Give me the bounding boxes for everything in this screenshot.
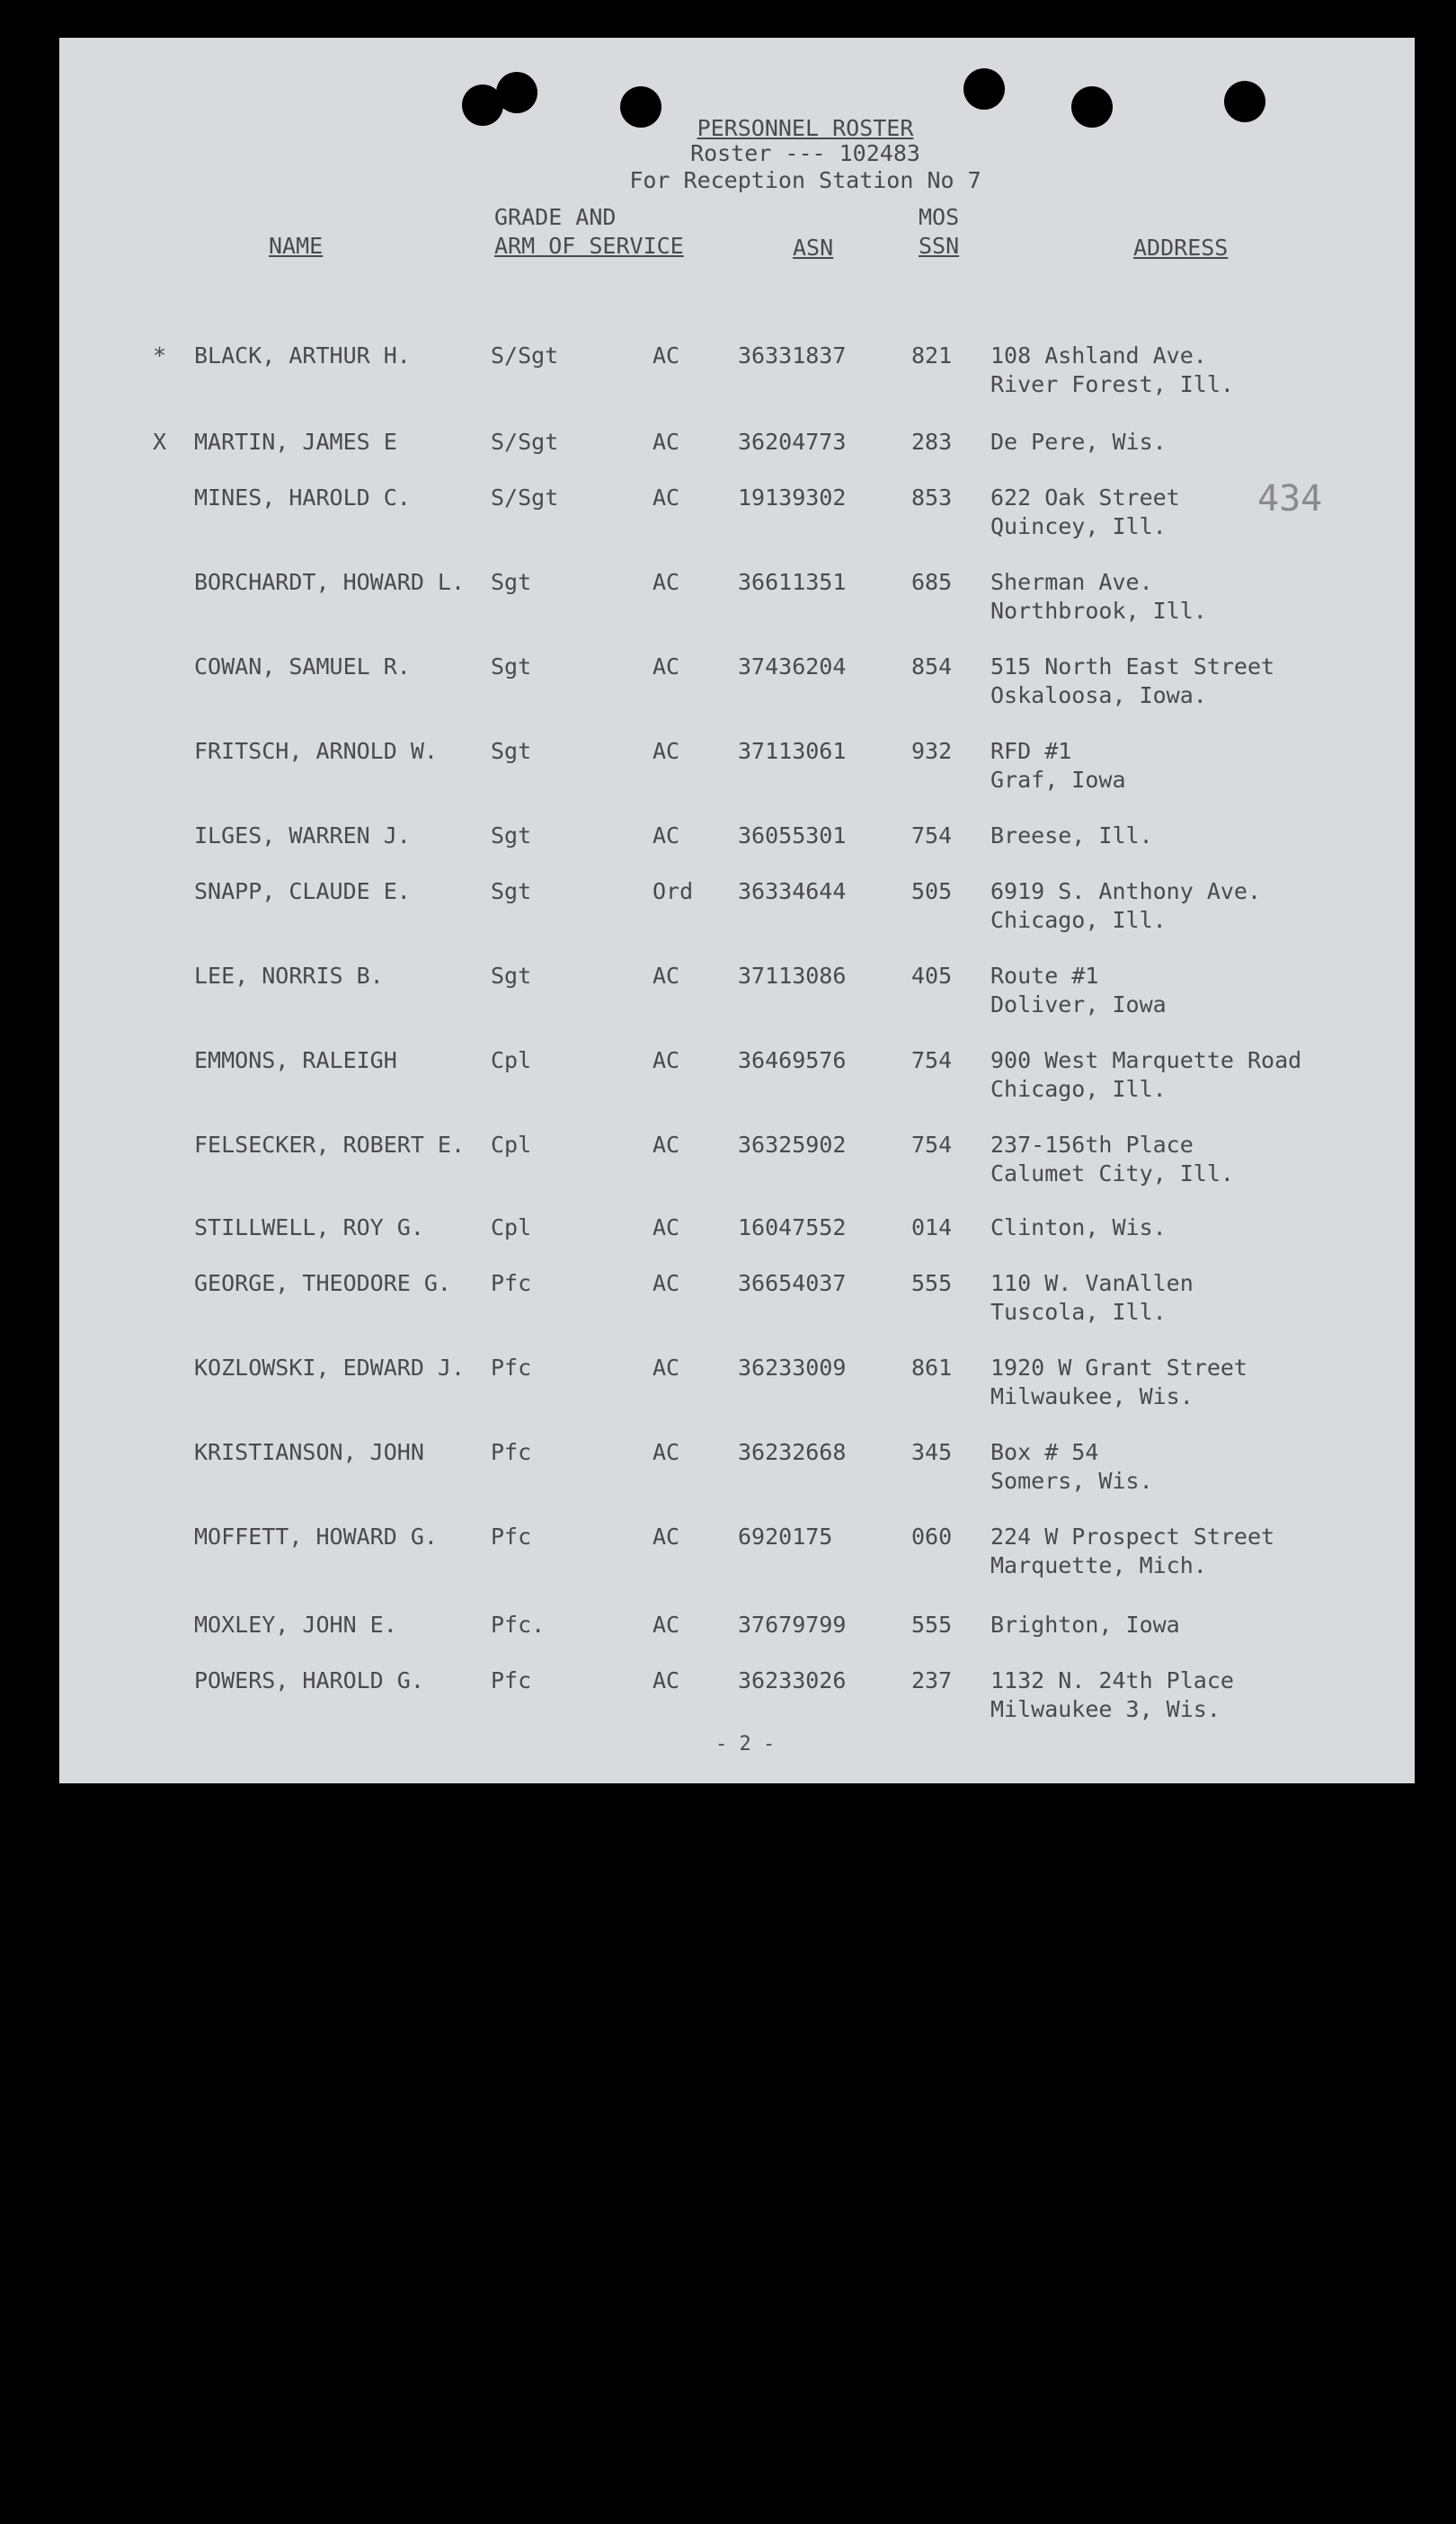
cell-mos: 555 <box>911 1270 953 1296</box>
cell-name: BORCHARDT, HOWARD L. <box>194 569 466 595</box>
cell-grade: Pfc <box>491 1439 532 1465</box>
cell-address-line1: 622 Oak Street <box>990 484 1180 511</box>
roster-title: PERSONNEL ROSTER <box>697 115 914 141</box>
cell-mos: 854 <box>911 653 953 680</box>
table-row <box>59 962 1415 1019</box>
cell-arm: AC <box>653 1355 680 1381</box>
table-row <box>59 1131 1415 1188</box>
cell-grade: Sgt <box>491 963 532 989</box>
cell-mos: 283 <box>911 429 953 455</box>
cell-name: POWERS, HAROLD G. <box>194 1667 424 1693</box>
table-row <box>59 1354 1415 1411</box>
table-row <box>59 428 1415 485</box>
cell-address-line2: Chicago, Ill. <box>990 1076 1167 1102</box>
cell-mos: 555 <box>911 1612 953 1638</box>
cell-address-line1: 108 Ashland Ave. <box>990 342 1207 369</box>
cell-address-line2: Chicago, Ill. <box>990 907 1167 933</box>
cell-name: GEORGE, THEODORE G. <box>194 1270 451 1296</box>
cell-mos: 237 <box>911 1667 953 1693</box>
cell-arm: AC <box>653 569 680 595</box>
cell-arm: AC <box>653 429 680 455</box>
cell-mos: 014 <box>911 1214 953 1240</box>
cell-asn: 36204773 <box>738 429 847 455</box>
cell-arm: AC <box>653 484 680 511</box>
cell-address-line1: 6919 S. Anthony Ave. <box>990 878 1262 904</box>
cell-grade: Cpl <box>491 1214 532 1240</box>
cell-asn: 37113061 <box>738 738 847 764</box>
cell-mos: 861 <box>911 1355 953 1381</box>
cell-name: KRISTIANSON, JOHN <box>194 1439 424 1465</box>
cell-asn: 36232668 <box>738 1439 847 1465</box>
page-footer: - 2 - <box>715 1733 776 1755</box>
column-header-grade-line2: ARM OF SERVICE <box>494 233 684 259</box>
column-header-mos-line2: SSN <box>919 233 960 259</box>
cell-asn: 36654037 <box>738 1270 847 1296</box>
column-header-asn: ASN <box>793 235 834 261</box>
cell-mark: * <box>153 342 167 369</box>
cell-name: MOFFETT, HOWARD G. <box>194 1524 438 1550</box>
cell-asn: 36325902 <box>738 1132 847 1158</box>
cell-grade: Sgt <box>491 569 532 595</box>
cell-arm: AC <box>653 1214 680 1240</box>
table-row <box>59 1269 1415 1327</box>
cell-address-line1: Clinton, Wis. <box>990 1214 1167 1240</box>
cell-asn: 16047552 <box>738 1214 847 1240</box>
table-row <box>59 1213 1415 1271</box>
cell-arm: AC <box>653 1667 680 1693</box>
cell-arm: AC <box>653 963 680 989</box>
cell-asn: 37113086 <box>738 963 847 989</box>
cell-mos: 853 <box>911 484 953 511</box>
cell-address-line2: Somers, Wis. <box>990 1468 1153 1494</box>
cell-address-line1: Box # 54 <box>990 1439 1099 1465</box>
cell-arm: Ord <box>653 878 694 904</box>
cell-mos: 060 <box>911 1524 953 1550</box>
cell-address-line1: RFD #1 <box>990 738 1072 764</box>
cell-mos: 685 <box>911 569 953 595</box>
table-row <box>59 877 1415 935</box>
cell-grade: Pfc. <box>491 1612 546 1638</box>
cell-asn: 36611351 <box>738 569 847 595</box>
cell-grade: Cpl <box>491 1047 532 1073</box>
cell-grade: Pfc <box>491 1524 532 1550</box>
cell-address-line2: Graf, Iowa <box>990 767 1126 793</box>
cell-address-line2: Northbrook, Ill. <box>990 598 1207 624</box>
cell-address-line2: Milwaukee, Wis. <box>990 1383 1194 1409</box>
cell-name: MINES, HAROLD C. <box>194 484 411 511</box>
cell-address-line1: Sherman Ave. <box>990 569 1153 595</box>
cell-asn: 36331837 <box>738 342 847 369</box>
cell-mos: 821 <box>911 342 953 369</box>
cell-mos: 754 <box>911 1047 953 1073</box>
cell-name: COWAN, SAMUEL R. <box>194 653 411 680</box>
cell-address-line1: 1132 N. 24th Place <box>990 1667 1234 1693</box>
cell-asn: 36233009 <box>738 1355 847 1381</box>
table-row <box>59 1438 1415 1496</box>
cell-name: BLACK, ARTHUR H. <box>194 342 411 369</box>
cell-arm: AC <box>653 738 680 764</box>
cell-mark: X <box>153 429 167 455</box>
cell-mos: 754 <box>911 822 953 849</box>
cell-grade: S/Sgt <box>491 429 559 455</box>
cell-asn: 37679799 <box>738 1612 847 1638</box>
cell-asn: 36233026 <box>738 1667 847 1693</box>
cell-grade: S/Sgt <box>491 484 559 511</box>
cell-grade: Sgt <box>491 653 532 680</box>
page-stamp-number: 434 <box>1257 478 1323 520</box>
cell-grade: Pfc <box>491 1667 532 1693</box>
cell-address-line1: 224 W Prospect Street <box>990 1524 1275 1550</box>
cell-arm: AC <box>653 822 680 849</box>
cell-address-line2: Milwaukee 3, Wis. <box>990 1696 1221 1722</box>
punch-hole <box>963 68 1005 110</box>
cell-address-line1: 1920 W Grant Street <box>990 1355 1247 1381</box>
cell-address-line1: De Pere, Wis. <box>990 429 1167 455</box>
cell-name: EMMONS, RALEIGH <box>194 1047 397 1073</box>
table-row <box>59 653 1415 710</box>
cell-arm: AC <box>653 1439 680 1465</box>
cell-address-line2: River Forest, Ill. <box>990 371 1234 397</box>
cell-grade: Sgt <box>491 878 532 904</box>
cell-grade: Pfc <box>491 1355 532 1381</box>
cell-address-line1: Route #1 <box>990 963 1099 989</box>
cell-address-line2: Calumet City, Ill. <box>990 1160 1234 1186</box>
table-row <box>59 1523 1415 1580</box>
cell-mos: 754 <box>911 1132 953 1158</box>
cell-grade: Sgt <box>491 822 532 849</box>
column-header-grade-line1: GRADE AND <box>494 204 617 230</box>
column-header-name: NAME <box>269 233 324 259</box>
cell-name: MOXLEY, JOHN E. <box>194 1612 397 1638</box>
table-row <box>59 342 1415 399</box>
cell-grade: S/Sgt <box>491 342 559 369</box>
cell-asn: 36334644 <box>738 878 847 904</box>
cell-grade: Pfc <box>491 1270 532 1296</box>
cell-name: STILLWELL, ROY G. <box>194 1214 424 1240</box>
cell-mos: 405 <box>911 963 953 989</box>
cell-address-line1: 237-156th Place <box>990 1132 1194 1158</box>
table-row <box>59 1666 1415 1724</box>
table-row <box>59 568 1415 626</box>
cell-name: SNAPP, CLAUDE E. <box>194 878 411 904</box>
cell-name: ILGES, WARREN J. <box>194 822 411 849</box>
cell-address-line2: Oskaloosa, Iowa. <box>990 682 1207 708</box>
cell-name: FELSECKER, ROBERT E. <box>194 1132 466 1158</box>
cell-arm: AC <box>653 1270 680 1296</box>
cell-grade: Sgt <box>491 738 532 764</box>
table-row <box>59 1046 1415 1104</box>
cell-asn: 37436204 <box>738 653 847 680</box>
cell-address-line2: Marquette, Mich. <box>990 1552 1207 1578</box>
punch-hole <box>1224 81 1265 122</box>
table-row <box>59 822 1415 879</box>
roster-station: For Reception Station No 7 <box>629 167 981 193</box>
table-row <box>59 484 1415 541</box>
cell-mos: 505 <box>911 878 953 904</box>
cell-asn: 36055301 <box>738 822 847 849</box>
cell-address-line2: Quincey, Ill. <box>990 513 1167 539</box>
cell-address-line1: 515 North East Street <box>990 653 1275 680</box>
cell-name: MARTIN, JAMES E <box>194 429 397 455</box>
cell-arm: AC <box>653 1524 680 1550</box>
cell-address-line2: Doliver, Iowa <box>990 991 1167 1018</box>
column-header-mos-line1: MOS <box>919 204 960 230</box>
column-header-address: ADDRESS <box>1133 235 1229 261</box>
cell-arm: AC <box>653 1047 680 1073</box>
cell-address-line1: Brighton, Iowa <box>990 1612 1180 1638</box>
table-row <box>59 1611 1415 1668</box>
cell-name: FRITSCH, ARNOLD W. <box>194 738 438 764</box>
cell-name: KOZLOWSKI, EDWARD J. <box>194 1355 466 1381</box>
cell-grade: Cpl <box>491 1132 532 1158</box>
roster-page <box>59 38 1415 1783</box>
table-row <box>59 737 1415 795</box>
cell-mos: 932 <box>911 738 953 764</box>
cell-arm: AC <box>653 653 680 680</box>
cell-asn: 6920175 <box>738 1524 833 1550</box>
cell-asn: 36469576 <box>738 1047 847 1073</box>
cell-arm: AC <box>653 1132 680 1158</box>
cell-address-line2: Tuscola, Ill. <box>990 1299 1167 1325</box>
cell-arm: AC <box>653 342 680 369</box>
cell-arm: AC <box>653 1612 680 1638</box>
punch-hole <box>1071 86 1113 128</box>
cell-name: LEE, NORRIS B. <box>194 963 384 989</box>
cell-mos: 345 <box>911 1439 953 1465</box>
cell-address-line1: 900 West Marquette Road <box>990 1047 1302 1073</box>
cell-asn: 19139302 <box>738 484 847 511</box>
cell-address-line1: Breese, Ill. <box>990 822 1153 849</box>
roster-number: Roster --- 102483 <box>690 140 920 166</box>
punch-hole <box>496 72 537 113</box>
cell-address-line1: 110 W. VanAllen <box>990 1270 1194 1296</box>
